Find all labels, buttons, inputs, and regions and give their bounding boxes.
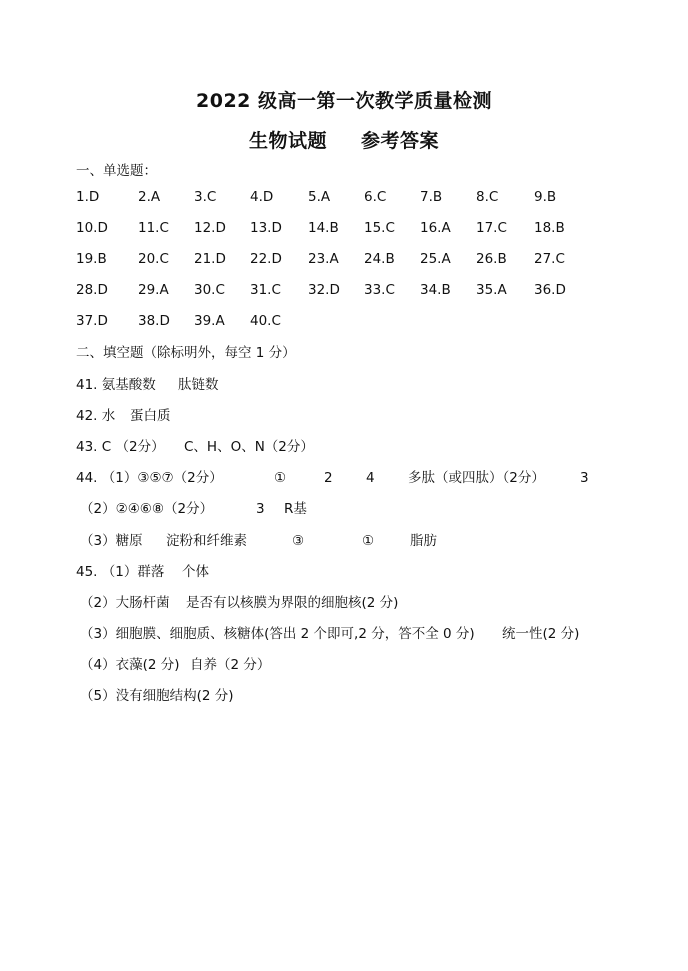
mcq-answer: 7.B (420, 189, 443, 205)
q41-answer-2: 肽链数 (178, 377, 219, 393)
mcq-answer: 10.D (76, 220, 108, 236)
mcq-answer: 24.B (364, 251, 395, 267)
q44-part2-c: R基 (284, 501, 307, 517)
q45-part2-a: （2）大肠杆菌 (80, 595, 170, 611)
mcq-answer: 40.C (250, 313, 281, 329)
mcq-answer: 15.C (364, 220, 395, 236)
q44-part1-c: 2 (324, 470, 333, 486)
mcq-answer: 38.D (138, 313, 170, 329)
q44-part1-b: ① (274, 470, 287, 486)
mcq-answer: 14.B (308, 220, 339, 236)
q44-part3-b: 淀粉和纤维素 (166, 533, 247, 549)
mcq-answer: 29.A (138, 282, 169, 298)
mcq-answer: 34.B (420, 282, 451, 298)
q44-part2-b: 3 (256, 501, 265, 517)
q45-part2-b: 是否有以核膜为界限的细胞核(2 分) (186, 595, 399, 611)
mcq-answer: 37.D (76, 313, 108, 329)
mcq-answer: 13.D (250, 220, 282, 236)
mcq-answer: 1.D (76, 189, 100, 205)
section-fill-blank-heading: 二、填空题（除标明外，每空 1 分） (76, 345, 296, 361)
mcq-answer: 9.B (534, 189, 557, 205)
q44-part1-a: 44. （1）③⑤⑦（2分） (76, 470, 223, 486)
mcq-answer: 11.C (138, 220, 169, 236)
q45-part1-a: 45. （1）群落 (76, 564, 165, 580)
mcq-answer: 4.D (250, 189, 274, 205)
q44-part3-a: （3）糖原 (80, 533, 143, 549)
mcq-answer: 18.B (534, 220, 565, 236)
q44-part2-a: （2）②④⑥⑧（2分） (80, 501, 214, 517)
q43-answer-2: C、H、O、N（2分） (184, 439, 314, 455)
q44-part3-c: ③ (292, 533, 305, 549)
q45-part5-a: （5）没有细胞结构(2 分) (80, 688, 234, 704)
mcq-answer: 22.D (250, 251, 282, 267)
mcq-answer: 16.A (420, 220, 451, 236)
document-subtitle (0, 126, 688, 153)
mcq-answer: 30.C (194, 282, 225, 298)
mcq-answer: 19.B (76, 251, 107, 267)
document-title: 2022 级高一第一次教学质量检测 (196, 90, 492, 112)
answer-key-label: 参考答案 (361, 130, 440, 152)
q45-part4-b: 自养（2 分） (190, 657, 271, 673)
mcq-answer: 35.A (476, 282, 507, 298)
q44-part1-e: 多肽（或四肽）（2分） (408, 470, 545, 486)
mcq-answer: 26.B (476, 251, 507, 267)
mcq-answer: 6.C (364, 189, 387, 205)
mcq-answer: 27.C (534, 251, 565, 267)
mcq-answer: 17.C (476, 220, 507, 236)
mcq-answer: 5.A (308, 189, 331, 205)
mcq-answer: 32.D (308, 282, 340, 298)
subject-label: 生物试题 (248, 130, 327, 152)
mcq-answer: 12.D (194, 220, 226, 236)
mcq-answer: 31.C (250, 282, 281, 298)
mcq-answer: 33.C (364, 282, 395, 298)
mcq-answer: 36.D (534, 282, 566, 298)
mcq-answer: 8.C (476, 189, 499, 205)
q41-answer-1: 41. 氨基酸数 (76, 377, 156, 393)
mcq-answer: 25.A (420, 251, 451, 267)
q45-part1-b: 个体 (182, 564, 209, 580)
mcq-answer: 21.D (194, 251, 226, 267)
q44-part1-f: 3 (580, 470, 589, 486)
q44-part1-d: 4 (366, 470, 375, 486)
q44-part3-e: 脂肪 (410, 533, 437, 549)
mcq-answer: 3.C (194, 189, 217, 205)
mcq-answer: 39.A (194, 313, 225, 329)
q45-part4-a: （4）衣藻(2 分) (80, 657, 180, 673)
q42-answer-2: 蛋白质 (130, 408, 171, 424)
q43-answer-1: 43. C （2分） (76, 439, 165, 455)
mcq-answer: 2.A (138, 189, 161, 205)
q42-answer-1: 42. 水 (76, 408, 116, 424)
section-single-choice-heading: 一、单选题： (76, 163, 157, 179)
q44-part3-d: ① (362, 533, 375, 549)
mcq-answer: 23.A (308, 251, 339, 267)
mcq-answer: 20.C (138, 251, 169, 267)
q45-part3-b: 统一性(2 分) (502, 626, 580, 642)
q45-part3-a: （3）细胞膜、细胞质、核糖体(答出 2 个即可,2 分，答不全 0 分) (80, 626, 475, 642)
mcq-answer: 28.D (76, 282, 108, 298)
